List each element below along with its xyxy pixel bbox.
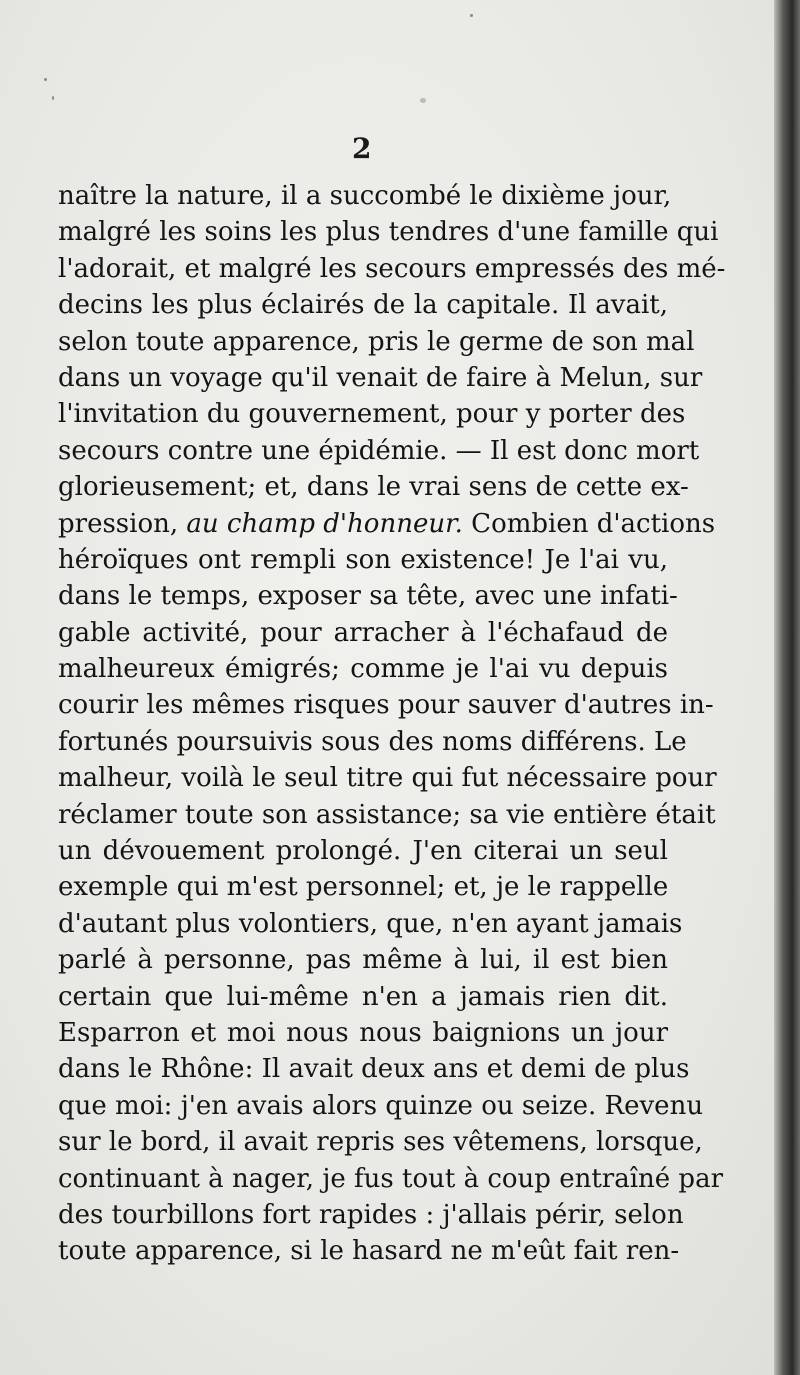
text-line: un dévouement prolongé. J'en citerai un seul — [58, 836, 668, 867]
text-line: malgré les soins les plus tendres d'une famille qui — [58, 217, 719, 248]
text-line: secours contre une épidémie. — Il est donc mort — [58, 435, 700, 466]
text-line: dans un voyage qu'il venait de faire à Melun, sur — [58, 362, 703, 393]
text-segment: pression, — [58, 508, 187, 539]
text-line: malheur, voilà le seul titre qui fut nécessaire pour — [58, 763, 717, 794]
text-line: decins les plus éclairés de la capitale. Il avait, — [58, 290, 668, 321]
text-line: l'invitation du gouvernement, pour y porter des — [58, 399, 686, 430]
text-line: continuant à nager, je fus tout à coup entraîné par — [58, 1163, 723, 1194]
paper-speck — [420, 98, 426, 103]
text-line: réclamer toute son assistance; sa vie entière était — [58, 799, 716, 830]
paper-speck — [44, 78, 47, 81]
body-text — [58, 178, 726, 1270]
paper-speck — [52, 96, 54, 100]
text-line: selon toute apparence, pris le germe de son mal — [58, 326, 695, 357]
text-line: Esparron et moi nous nous baignions un jour — [58, 1017, 668, 1048]
text-line: des tourbillons fort rapides : j'allais périr, selon — [58, 1199, 684, 1230]
text-line: glorieusement; et, dans le vrai sens de cette ex- — [58, 472, 689, 503]
text-line: que moi: j'en avais alors quinze ou seize. Revenu — [58, 1090, 704, 1121]
page-number: 2 — [352, 132, 373, 165]
text-line: d'autant plus volontiers, que, n'en ayant jamais — [58, 908, 683, 939]
paper-speck — [470, 14, 473, 17]
page-edge-shadow — [774, 0, 800, 1375]
text-line: héroïques ont rempli son existence! Je l'ai vu, — [58, 544, 668, 575]
text-line: malheureux émigrés; comme je l'ai vu depuis — [58, 654, 668, 685]
text-segment: Combien d'actions — [462, 508, 716, 539]
text-line: certain que lui-même n'en a jamais rien dit. — [58, 981, 668, 1012]
text-line: exemple qui m'est personnel; et, je le rappelle — [58, 872, 669, 903]
text-line: dans le Rhône: Il avait deux ans et demi de plus — [58, 1054, 690, 1085]
text-line: courir les mêmes risques pour sauver d'autres in- — [58, 690, 714, 721]
italic-phrase: au champ d'honneur. — [186, 508, 463, 539]
text-line-with-italic — [58, 506, 716, 542]
text-line: gable activité, pour arracher à l'échafaud de — [58, 617, 668, 648]
text-line: fortunés poursuivis sous des noms différens. Le — [58, 726, 687, 757]
text-line: sur le bord, il avait repris ses vêtemens, lorsque, — [58, 1127, 703, 1158]
text-line: naître la nature, il a succombé le dixième jour, — [58, 181, 672, 211]
text-line: l'adorait, et malgré les secours empressés des mé- — [58, 253, 726, 284]
text-line: parlé à personne, pas même à lui, il est bien — [58, 945, 668, 976]
text-line: toute apparence, si le hasard ne m'eût fait ren- — [58, 1236, 680, 1267]
text-line: dans le temps, exposer sa tête, avec une infati- — [58, 581, 678, 612]
